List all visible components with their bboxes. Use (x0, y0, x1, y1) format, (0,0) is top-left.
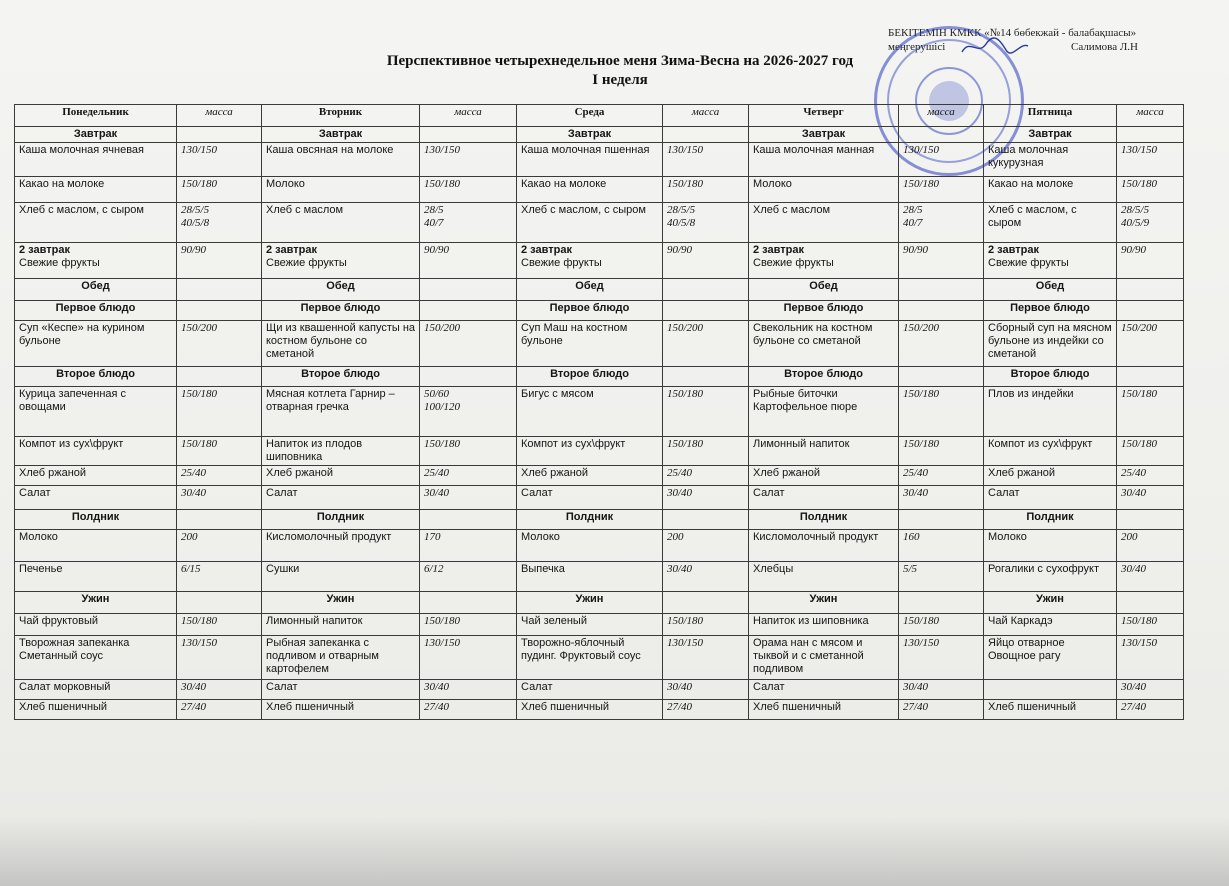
mass-value: 50/60 (424, 388, 450, 400)
dish-mass: 200 (663, 530, 749, 562)
mass-value: 40/7 (424, 217, 444, 229)
dish-mass: 130/150 (663, 143, 749, 177)
dish-name: Каша овсяная на молоке (262, 143, 420, 177)
empty-cell (177, 592, 262, 614)
table-row (15, 127, 1184, 143)
dish-name: Выпечка (517, 562, 663, 592)
dish-name: Хлеб пшеничный (749, 700, 899, 720)
dish-name: Компот из сух\фрукт (984, 437, 1117, 466)
dish-name: Салат (517, 486, 663, 510)
dish-name: Рогалики с сухофрукт (984, 562, 1117, 592)
section-header: Полдник (15, 510, 177, 530)
second-breakfast-cell (262, 243, 420, 279)
dish-mass: 150/180 (899, 614, 984, 636)
dish-name: Напиток из плодов шиповника (262, 437, 420, 466)
dish-name: Хлеб пшеничный (517, 700, 663, 720)
dish-mass (663, 203, 749, 243)
dish-mass: 150/180 (1117, 177, 1184, 203)
dish-name: Салат (749, 680, 899, 700)
dish-mass: 30/40 (663, 680, 749, 700)
section-header: Второе блюдо (984, 367, 1117, 387)
dish-name: Хлеб с маслом, с сыром (15, 203, 177, 243)
empty-cell (1117, 510, 1184, 530)
dish-mass: 30/40 (420, 680, 517, 700)
section-header: Первое блюдо (517, 301, 663, 321)
empty-cell (663, 510, 749, 530)
dish-name: Свежие фрукты (521, 257, 602, 269)
day-header: Среда (517, 105, 663, 127)
dish-name: Хлеб с маслом (749, 203, 899, 243)
dish-name: Молоко (517, 530, 663, 562)
second-breakfast-title: 2 завтрак (521, 244, 572, 256)
dish-name: Каша молочная ячневая (15, 143, 177, 177)
empty-cell (899, 279, 984, 301)
section-header: Полдник (749, 510, 899, 530)
mass-value: 40/5/8 (181, 217, 210, 229)
dish-name: Молоко (984, 530, 1117, 562)
dish-name: Творожная запеканка Сметанный соус (15, 636, 177, 680)
dish-mass: 6/15 (177, 562, 262, 592)
day-header: Пятница (984, 105, 1117, 127)
section-header: Обед (262, 279, 420, 301)
dish-mass: 150/180 (177, 387, 262, 437)
dish-name: Кисломолочный продукт (749, 530, 899, 562)
dish-mass: 150/180 (899, 437, 984, 466)
empty-cell (663, 592, 749, 614)
empty-cell (899, 367, 984, 387)
dish-mass: 150/180 (420, 177, 517, 203)
dish-mass: 150/180 (899, 177, 984, 203)
dish-name: Хлеб с маслом (262, 203, 420, 243)
section-header: Ужин (517, 592, 663, 614)
empty-cell (899, 592, 984, 614)
dish-mass: 150/180 (1117, 387, 1184, 437)
empty-cell (663, 367, 749, 387)
empty-cell (1117, 127, 1184, 143)
dish-mass: 150/180 (177, 177, 262, 203)
empty-cell (663, 301, 749, 321)
dish-name: Каша молочная манная (749, 143, 899, 177)
section-header: Полдник (262, 510, 420, 530)
dish-name: Молоко (262, 177, 420, 203)
empty-cell (420, 279, 517, 301)
table-row (15, 486, 1184, 510)
dish-mass: 90/90 (420, 243, 517, 279)
table-row (15, 301, 1184, 321)
dish-name: Чай фруктовый (15, 614, 177, 636)
section-header: Обед (517, 279, 663, 301)
section-header: Первое блюдо (749, 301, 899, 321)
dish-name: Свежие фрукты (266, 257, 347, 269)
dish-name: Курица запеченная с овощами (15, 387, 177, 437)
dish-name: Салат (15, 486, 177, 510)
dish-name: Свекольник на костном бульоне со сметаной (749, 321, 899, 367)
dish-name: Напиток из шиповника (749, 614, 899, 636)
dish-name: Какао на молоке (984, 177, 1117, 203)
dish-name: Хлеб ржаной (15, 466, 177, 486)
empty-cell (1117, 592, 1184, 614)
page-title (330, 52, 910, 90)
dish-mass: 130/150 (177, 143, 262, 177)
dish-mass: 27/40 (899, 700, 984, 720)
mass-value: 40/7 (903, 217, 923, 229)
dish-mass: 170 (420, 530, 517, 562)
section-header: Обед (749, 279, 899, 301)
second-breakfast-title: 2 завтрак (19, 244, 70, 256)
dish-mass: 150/180 (177, 614, 262, 636)
section-header: Второе блюдо (262, 367, 420, 387)
table-row (15, 510, 1184, 530)
dish-name: Каша молочная кукурузная (984, 143, 1117, 177)
dish-mass: 6/12 (420, 562, 517, 592)
dish-mass: 150/180 (420, 437, 517, 466)
second-breakfast-title: 2 завтрак (988, 244, 1039, 256)
dish-name: Хлеб ржаной (262, 466, 420, 486)
mass-header: масса (663, 105, 749, 127)
dish-mass (899, 203, 984, 243)
section-header: Второе блюдо (15, 367, 177, 387)
empty-cell (177, 510, 262, 530)
dish-name: Щи из квашенной капусты на костном бульоне со сметаной (262, 321, 420, 367)
dish-mass: 25/40 (899, 466, 984, 486)
dish-mass: 30/40 (177, 486, 262, 510)
dish-mass: 150/180 (663, 177, 749, 203)
dish-name: Какао на молоке (517, 177, 663, 203)
dish-mass: 130/150 (420, 636, 517, 680)
empty-cell (177, 127, 262, 143)
empty-cell (420, 367, 517, 387)
dish-mass (420, 387, 517, 437)
dish-name: Суп «Кеспе» на курином бульоне (15, 321, 177, 367)
dish-mass (1117, 203, 1184, 243)
empty-cell (899, 127, 984, 143)
dish-name: Компот из сух\фрукт (15, 437, 177, 466)
empty-cell (1117, 279, 1184, 301)
dish-mass: 30/40 (899, 680, 984, 700)
table-row (15, 203, 1184, 243)
dish-mass (177, 203, 262, 243)
week-label: I неделя (592, 72, 648, 88)
dish-name: Салат (749, 486, 899, 510)
dish-name: Рыбные биточки Картофельное пюре (749, 387, 899, 437)
dish-mass: 150/180 (899, 387, 984, 437)
mass-value: 28/5/5 (1121, 204, 1150, 216)
dish-mass: 150/200 (899, 321, 984, 367)
dish-mass: 130/150 (899, 143, 984, 177)
dish-mass: 30/40 (663, 562, 749, 592)
dish-name: Салат (517, 680, 663, 700)
dish-mass: 150/180 (663, 614, 749, 636)
dish-name: Суп Маш на костном бульоне (517, 321, 663, 367)
table-row (15, 143, 1184, 177)
dish-name: Орама нан с мясом и тыквой и с сметанной подливом (749, 636, 899, 680)
table-row (15, 177, 1184, 203)
table-row (15, 562, 1184, 592)
dish-name: Молоко (749, 177, 899, 203)
dish-name: Свежие фрукты (19, 257, 100, 269)
dish-name: Хлеб с маслом, с сыром (984, 203, 1117, 243)
section-header: Обед (984, 279, 1117, 301)
second-breakfast-title: 2 завтрак (266, 244, 317, 256)
empty-cell (420, 592, 517, 614)
dish-mass: 150/200 (420, 321, 517, 367)
dish-mass: 130/150 (177, 636, 262, 680)
dish-mass: 130/150 (420, 143, 517, 177)
dish-name: Салат (984, 486, 1117, 510)
section-header: Ужин (984, 592, 1117, 614)
section-header: Завтрак (749, 127, 899, 143)
dish-mass: 130/150 (1117, 143, 1184, 177)
dish-name: Хлеб пшеничный (984, 700, 1117, 720)
second-breakfast-title: 2 завтрак (753, 244, 804, 256)
dish-mass: 150/180 (1117, 614, 1184, 636)
dish-name: Печенье (15, 562, 177, 592)
dish-mass: 5/5 (899, 562, 984, 592)
page-title-line-1: Перспективное четырехнедельное меня Зима-Весна на 2026-2027 год (386, 53, 854, 69)
dish-name (984, 680, 1117, 700)
empty-cell (1117, 301, 1184, 321)
section-header: Завтрак (262, 127, 420, 143)
dish-mass: 150/180 (420, 614, 517, 636)
dish-mass: 30/40 (899, 486, 984, 510)
dish-mass: 150/200 (177, 321, 262, 367)
section-header: Полдник (517, 510, 663, 530)
dish-mass: 90/90 (177, 243, 262, 279)
dish-name: Хлебцы (749, 562, 899, 592)
dish-mass: 200 (1117, 530, 1184, 562)
dish-mass: 130/150 (1117, 636, 1184, 680)
dish-name: Сушки (262, 562, 420, 592)
dish-name: Хлеб с маслом, с сыром (517, 203, 663, 243)
mass-header: масса (899, 105, 984, 127)
dish-mass: 150/180 (663, 387, 749, 437)
dish-mass: 90/90 (663, 243, 749, 279)
dish-name: Свежие фрукты (753, 257, 834, 269)
table-row (15, 321, 1184, 367)
dish-name: Лимонный напиток (262, 614, 420, 636)
dish-mass: 30/40 (177, 680, 262, 700)
dish-name: Каша молочная пшенная (517, 143, 663, 177)
section-header: Ужин (15, 592, 177, 614)
mass-value: 28/5 (903, 204, 923, 216)
dish-name: Салат (262, 486, 420, 510)
mass-value: 28/5/5 (181, 204, 210, 216)
dish-mass: 160 (899, 530, 984, 562)
day-header: Вторник (262, 105, 420, 127)
dish-mass: 150/180 (1117, 437, 1184, 466)
dish-mass: 130/150 (899, 636, 984, 680)
dish-mass: 25/40 (420, 466, 517, 486)
dish-name: Хлеб пшеничный (15, 700, 177, 720)
dish-mass: 150/180 (663, 437, 749, 466)
dish-name: Хлеб ржаной (984, 466, 1117, 486)
mass-header: масса (420, 105, 517, 127)
dish-name: Чай Каркадэ (984, 614, 1117, 636)
empty-cell (899, 510, 984, 530)
dish-name: Свежие фрукты (988, 257, 1069, 269)
dish-mass: 30/40 (420, 486, 517, 510)
empty-cell (1117, 367, 1184, 387)
table-row (15, 530, 1184, 562)
dish-mass: 25/40 (1117, 466, 1184, 486)
empty-cell (663, 279, 749, 301)
empty-cell (420, 127, 517, 143)
mass-header: масса (177, 105, 262, 127)
table-row (15, 700, 1184, 720)
day-header: Четверг (749, 105, 899, 127)
section-header: Полдник (984, 510, 1117, 530)
menu-table (14, 104, 1184, 720)
dish-name: Творожно-яблочный пудинг. Фруктовый соус (517, 636, 663, 680)
dish-mass: 150/200 (663, 321, 749, 367)
dish-name: Хлеб ржаной (749, 466, 899, 486)
dish-name: Какао на молоке (15, 177, 177, 203)
dish-mass: 150/180 (177, 437, 262, 466)
mass-value: 28/5 (424, 204, 444, 216)
mass-value: 40/5/8 (667, 217, 696, 229)
table-row (15, 466, 1184, 486)
section-header: Второе блюдо (749, 367, 899, 387)
table-row (15, 636, 1184, 680)
dish-mass: 90/90 (1117, 243, 1184, 279)
dish-mass: 27/40 (177, 700, 262, 720)
dish-name: Молоко (15, 530, 177, 562)
section-header: Первое блюдо (15, 301, 177, 321)
table-row (15, 680, 1184, 700)
empty-cell (177, 279, 262, 301)
empty-cell (420, 510, 517, 530)
dish-mass: 25/40 (663, 466, 749, 486)
table-row (15, 387, 1184, 437)
day-header: Понедельник (15, 105, 177, 127)
second-breakfast-cell (749, 243, 899, 279)
dish-name: Чай зеленый (517, 614, 663, 636)
dish-name: Бигус с мясом (517, 387, 663, 437)
dish-mass: 130/150 (663, 636, 749, 680)
empty-cell (420, 301, 517, 321)
section-header: Ужин (262, 592, 420, 614)
mass-value: 28/5/5 (667, 204, 696, 216)
mass-header: масса (1117, 105, 1184, 127)
second-breakfast-cell (984, 243, 1117, 279)
section-header: Ужин (749, 592, 899, 614)
mass-value: 100/120 (424, 401, 461, 413)
table-row (15, 437, 1184, 466)
empty-cell (663, 127, 749, 143)
mass-value: 40/5/9 (1121, 217, 1150, 229)
dish-mass: 27/40 (1117, 700, 1184, 720)
dish-mass: 30/40 (663, 486, 749, 510)
empty-cell (899, 301, 984, 321)
section-header: Завтрак (15, 127, 177, 143)
second-breakfast-cell (15, 243, 177, 279)
dish-name: Яйцо отварное Овощное рагу (984, 636, 1117, 680)
dish-name: Салат (262, 680, 420, 700)
section-header: Первое блюдо (984, 301, 1117, 321)
empty-cell (177, 301, 262, 321)
dish-mass: 30/40 (1117, 486, 1184, 510)
table-row (15, 105, 1184, 127)
dish-name: Салат морковный (15, 680, 177, 700)
table-row (15, 614, 1184, 636)
section-header: Первое блюдо (262, 301, 420, 321)
dish-name: Хлеб пшеничный (262, 700, 420, 720)
dish-mass: 27/40 (420, 700, 517, 720)
dish-name: Мясная котлета Гарнир – отварная гречка (262, 387, 420, 437)
dish-name: Кисломолочный продукт (262, 530, 420, 562)
dish-mass: 25/40 (177, 466, 262, 486)
dish-name: Рыбная запеканка с подливом и отварным картофелем (262, 636, 420, 680)
approval-line-1: БЕКІТЕМІН КМКК «№14 бөбекжай - балабақшасы» (888, 27, 1137, 39)
dish-mass: 30/40 (1117, 562, 1184, 592)
second-breakfast-cell (517, 243, 663, 279)
section-header: Завтрак (984, 127, 1117, 143)
section-header: Второе блюдо (517, 367, 663, 387)
dish-mass: 150/200 (1117, 321, 1184, 367)
paper-shadow (0, 816, 1229, 886)
dish-name: Хлеб ржаной (517, 466, 663, 486)
table-row (15, 279, 1184, 301)
empty-cell (177, 367, 262, 387)
dish-name: Сборный суп на мясном бульоне из индейки со сметаной (984, 321, 1117, 367)
section-header: Обед (15, 279, 177, 301)
table-row (15, 243, 1184, 279)
table-row (15, 367, 1184, 387)
dish-mass (420, 203, 517, 243)
dish-name: Компот из сух\фрукт (517, 437, 663, 466)
dish-name: Плов из индейки (984, 387, 1117, 437)
table-row (15, 592, 1184, 614)
approval-position: меңгерушісі (888, 41, 946, 53)
dish-mass: 200 (177, 530, 262, 562)
dish-mass: 90/90 (899, 243, 984, 279)
dish-mass: 27/40 (663, 700, 749, 720)
dish-name: Лимонный напиток (749, 437, 899, 466)
approval-name: Салимова Л.Н (1071, 41, 1138, 53)
section-header: Завтрак (517, 127, 663, 143)
dish-mass: 30/40 (1117, 680, 1184, 700)
